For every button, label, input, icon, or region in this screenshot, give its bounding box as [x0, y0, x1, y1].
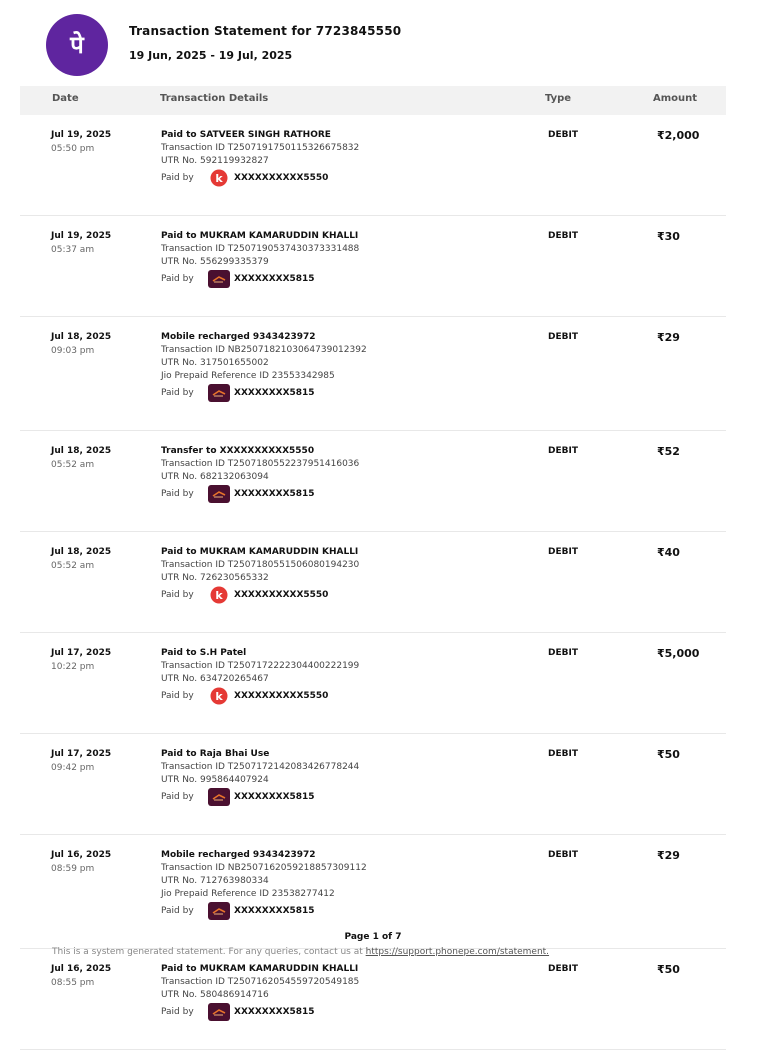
logo-glyph: पे: [70, 31, 84, 59]
transaction-details-cell: [161, 850, 367, 920]
transaction-description: Paid to MUKRAM KAMARUDDIN KHALLI: [161, 964, 359, 974]
page-number: Page 1 of 7: [344, 932, 402, 942]
reference-id: Jio Prepaid Reference ID 23538277412: [161, 889, 335, 899]
dark-bank-icon: [208, 1003, 230, 1021]
transaction-amount: ₹50: [657, 748, 680, 761]
transaction-row: [20, 633, 726, 734]
utr-number: UTR No. 634720265467: [161, 674, 269, 684]
transaction-description: Paid to SATVEER SINGH RATHORE: [161, 130, 331, 140]
transaction-type: DEBIT: [548, 749, 578, 759]
paid-by-label: Paid by: [161, 173, 194, 183]
transaction-details-cell: [161, 648, 359, 705]
svg-text:k: k: [215, 589, 223, 602]
transaction-time: 09:42 pm: [51, 763, 95, 773]
paid-by: [161, 169, 359, 187]
transaction-row: [20, 532, 726, 633]
transaction-details-cell: [161, 964, 359, 1021]
paid-by: [161, 687, 359, 705]
transaction-amount: ₹40: [657, 546, 680, 559]
transaction-row: [20, 431, 726, 532]
column-header-details: Transaction Details: [160, 93, 269, 104]
transaction-time: 05:52 am: [51, 460, 95, 470]
support-link[interactable]: https://support.phonepe.com/statement.: [365, 947, 550, 957]
transaction-date: Jul 17, 2025: [51, 749, 112, 759]
transaction-type: DEBIT: [548, 332, 578, 342]
reference-id: Jio Prepaid Reference ID 23553342985: [161, 371, 335, 381]
transaction-description: Paid to S.H Patel: [161, 648, 247, 658]
transaction-details-cell: [161, 446, 359, 503]
transaction-amount: ₹2,000: [657, 129, 700, 142]
utr-number: UTR No. 580486914716: [161, 990, 269, 1000]
transaction-date-cell: [51, 130, 111, 154]
transaction-description: Transfer to XXXXXXXXXX5550: [161, 446, 315, 456]
transaction-date-cell: [51, 850, 111, 874]
paid-by-label: Paid by: [161, 489, 194, 499]
transaction-time: 10:22 pm: [51, 662, 95, 672]
paid-by: [161, 270, 359, 288]
transaction-row: [20, 949, 726, 1050]
transaction-type: DEBIT: [548, 850, 578, 860]
transaction-date: Jul 18, 2025: [51, 547, 112, 557]
paid-by: [161, 902, 367, 920]
transaction-description: Mobile recharged 9343423972: [161, 850, 316, 860]
paid-by-account: XXXXXXXXXX5550: [234, 173, 329, 183]
transaction-row: [20, 216, 726, 317]
transaction-time: 05:52 am: [51, 561, 95, 571]
disclaimer-text: This is a system generated statement. For any queries, contact us at: [52, 947, 363, 957]
transaction-type: DEBIT: [548, 130, 578, 140]
transaction-amount: ₹29: [657, 331, 680, 344]
disclaimer: [52, 947, 726, 957]
utr-number: UTR No. 592119932827: [161, 156, 269, 166]
column-header-amount: Amount: [653, 93, 698, 104]
transaction-id: Transaction ID T2507162054559720549185: [161, 977, 360, 987]
transaction-id: Transaction ID T2507180551506080194230: [161, 560, 360, 570]
transaction-type: DEBIT: [548, 231, 578, 241]
dark-bank-icon: [208, 270, 230, 288]
transaction-date: Jul 18, 2025: [51, 332, 112, 342]
paid-by-account: XXXXXXXX5815: [234, 388, 315, 398]
transaction-details-cell: [161, 130, 359, 187]
transaction-details-cell: [161, 332, 367, 402]
transaction-type: DEBIT: [548, 964, 578, 974]
transaction-details-cell: [161, 231, 359, 288]
utr-number: UTR No. 726230565332: [161, 573, 269, 583]
transaction-amount: ₹30: [657, 230, 680, 243]
transaction-time: 08:55 pm: [51, 978, 95, 988]
column-header-date: Date: [52, 93, 79, 104]
transaction-id: Transaction ID NB2507162059218857309112: [161, 863, 367, 873]
transaction-id: Transaction ID T2507172222304400222199: [161, 661, 360, 671]
transaction-row: [20, 734, 726, 835]
dark-bank-icon: [208, 788, 230, 806]
paid-by: [161, 788, 359, 806]
utr-number: UTR No. 556299335379: [161, 257, 269, 267]
statement-period: 19 Jun, 2025 - 19 Jul, 2025: [129, 49, 293, 62]
statement-title: Transaction Statement for 7723845550: [129, 24, 402, 38]
transaction-date: Jul 19, 2025: [51, 231, 112, 241]
utr-number: UTR No. 682132063094: [161, 472, 269, 482]
paid-by: [161, 485, 359, 503]
paid-by-account: XXXXXXXXXX5550: [234, 590, 329, 600]
transaction-row: [20, 115, 726, 216]
dark-bank-icon: [208, 902, 230, 920]
svg-text:k: k: [215, 690, 223, 703]
transaction-type: DEBIT: [548, 547, 578, 557]
statement-header: [129, 24, 401, 62]
paid-by-label: Paid by: [161, 906, 194, 916]
paid-by-label: Paid by: [161, 691, 194, 701]
transaction-date-cell: [51, 231, 111, 255]
transaction-date-cell: [51, 964, 111, 988]
transaction-id: Transaction ID T2507180552237951416036: [161, 459, 360, 469]
transaction-description: Mobile recharged 9343423972: [161, 332, 316, 342]
phonepe-logo: [46, 14, 108, 76]
transaction-description: Paid to Raja Bhai Use: [161, 749, 270, 759]
paid-by-account: XXXXXXXXXX5550: [234, 691, 329, 701]
transaction-amount: ₹52: [657, 445, 680, 458]
paid-by-label: Paid by: [161, 792, 194, 802]
transaction-date-cell: [51, 446, 111, 470]
transaction-id: Transaction ID NB2507182103064739012392: [161, 345, 367, 355]
paid-by: [161, 384, 367, 402]
transaction-row: [20, 317, 726, 431]
svg-text:k: k: [215, 172, 223, 185]
transaction-amount: ₹5,000: [657, 647, 700, 660]
paid-by: [161, 1003, 359, 1021]
transaction-details-cell: [161, 547, 359, 604]
utr-number: UTR No. 317501655002: [161, 358, 269, 368]
transaction-date-cell: [51, 547, 111, 571]
paid-by-account: XXXXXXXX5815: [234, 489, 315, 499]
transaction-time: 05:37 am: [51, 245, 95, 255]
transaction-time: 09:03 pm: [51, 346, 95, 356]
transaction-details-cell: [161, 749, 359, 806]
transaction-id: Transaction ID T2507190537430373331488: [161, 244, 360, 254]
transaction-type: DEBIT: [548, 446, 578, 456]
transaction-date: Jul 17, 2025: [51, 648, 112, 658]
paid-by: [161, 586, 359, 604]
transaction-type: DEBIT: [548, 648, 578, 658]
transaction-description: Paid to MUKRAM KAMARUDDIN KHALLI: [161, 547, 359, 557]
paid-by-account: XXXXXXXX5815: [234, 1007, 315, 1017]
dark-bank-icon: [208, 485, 230, 503]
paid-by-label: Paid by: [161, 590, 194, 600]
transaction-date-cell: [51, 332, 111, 356]
transaction-description: Paid to MUKRAM KAMARUDDIN KHALLI: [161, 231, 359, 241]
transaction-list: [20, 115, 726, 1050]
paid-by-account: XXXXXXXX5815: [234, 274, 315, 284]
red-circle-bank-icon: [208, 687, 230, 705]
paid-by-account: XXXXXXXX5815: [234, 906, 315, 916]
table-header: [20, 86, 726, 115]
page-footer: [20, 932, 726, 957]
transaction-date-cell: [51, 749, 111, 773]
red-circle-bank-icon: [208, 169, 230, 187]
transaction-date: Jul 19, 2025: [51, 130, 112, 140]
transaction-time: 08:59 pm: [51, 864, 95, 874]
phonepe-logo-mark: [57, 25, 97, 65]
transaction-id: Transaction ID T2507191750115326675832: [161, 143, 360, 153]
paid-by-account: XXXXXXXX5815: [234, 792, 315, 802]
red-circle-bank-icon: [208, 586, 230, 604]
paid-by-label: Paid by: [161, 388, 194, 398]
transaction-date-cell: [51, 648, 111, 672]
transaction-date: Jul 16, 2025: [51, 850, 112, 860]
transaction-amount: ₹50: [657, 963, 680, 976]
utr-number: UTR No. 995864407924: [161, 775, 269, 785]
paid-by-label: Paid by: [161, 1007, 194, 1017]
transaction-amount: ₹29: [657, 849, 680, 862]
transaction-time: 05:50 pm: [51, 144, 95, 154]
paid-by-label: Paid by: [161, 274, 194, 284]
transaction-date: Jul 16, 2025: [51, 964, 112, 974]
transaction-date: Jul 18, 2025: [51, 446, 112, 456]
transaction-id: Transaction ID T2507172142083426778244: [161, 762, 360, 772]
dark-bank-icon: [208, 384, 230, 402]
utr-number: UTR No. 712763980334: [161, 876, 269, 886]
column-header-type: Type: [545, 93, 572, 104]
